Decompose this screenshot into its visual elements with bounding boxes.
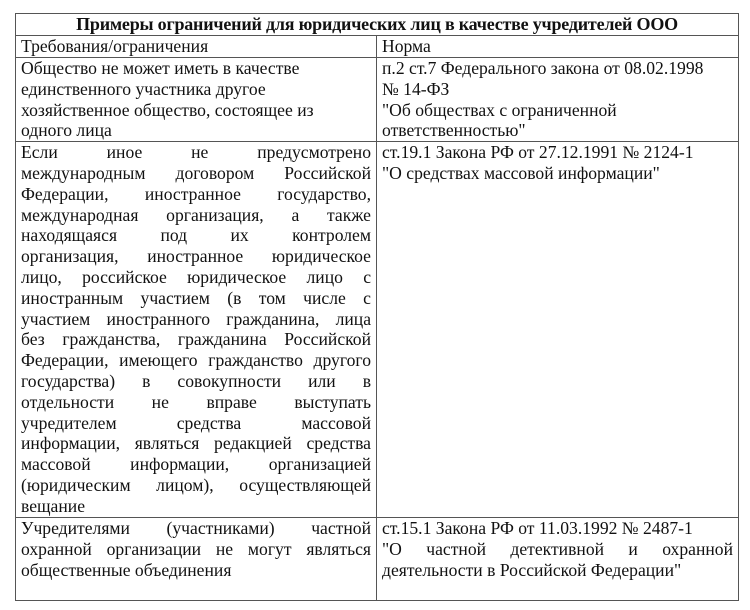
text-line: деятельности в Российской Федерации" — [382, 559, 682, 580]
text-line: международная организация, а также — [21, 204, 371, 225]
text-line: № 14-ФЗ — [382, 78, 450, 99]
text-line: информации, являться редакцией средства — [21, 433, 371, 454]
requirement-cell — [16, 58, 377, 142]
text-line: охранной организации не могут являться — [21, 538, 371, 559]
text-line: лицо, российское юридическое лицо с — [21, 266, 371, 287]
text-line: международным договором Российской — [21, 162, 371, 183]
text-line: "О частной детективной и охранной — [382, 538, 734, 559]
text-line: участием иностранного гражданина, лица — [21, 308, 371, 329]
text-line: государства) в совокупности или в — [21, 370, 371, 391]
text-line: ст.19.1 Закона РФ от 27.12.1991 № 2124-1 — [382, 142, 694, 163]
norm-cell — [377, 518, 739, 601]
text-line: массовой информации, организацией — [21, 454, 371, 475]
text-line: Если иное не предусмотрено — [21, 142, 371, 163]
text-line: единственного участника другое — [21, 78, 266, 99]
table-row — [16, 58, 739, 142]
text-line: одного лица — [21, 120, 112, 141]
text-line: "Об обществах с ограниченной — [382, 99, 617, 120]
table-row — [16, 142, 739, 518]
text-line: п.2 ст.7 Федерального закона от 08.02.1998 — [382, 58, 704, 78]
header-requirements: Требования/ограничения — [16, 36, 377, 58]
requirement-cell — [16, 518, 377, 601]
text-line: без гражданства, гражданина Российской — [21, 329, 371, 350]
text-line: находящаяся под их контролем — [21, 225, 371, 246]
title-row — [16, 14, 739, 36]
table-row — [16, 518, 739, 601]
text-line: Федерации, имеющего гражданство другого — [21, 350, 371, 371]
text-line: учредителем средства массовой — [21, 412, 371, 433]
text-line: Учредителями (участниками) частной — [21, 518, 371, 539]
text-line: иностранным участием (в том числе с — [21, 287, 371, 308]
text-line: ответственностью" — [382, 120, 526, 141]
restrictions-table — [15, 13, 739, 601]
text-line: ст.15.1 Закона РФ от 11.03.1992 № 2487-1 — [382, 518, 693, 539]
text-line: вещание — [21, 495, 86, 516]
text-line: отдельности не вправе выступать — [21, 391, 371, 412]
norm-cell — [377, 58, 739, 142]
text-line: (юридическим лицом), осуществляющей — [21, 474, 371, 495]
text-line: хозяйственное общество, состоящее из — [21, 99, 314, 120]
norm-cell — [377, 142, 739, 518]
table-title: Примеры ограничений для юридических лиц в качестве учредителей ООО — [16, 14, 739, 36]
text-line: общественные объединения — [21, 559, 232, 580]
header-row — [16, 36, 739, 58]
text-line: Федерации, иностранное государство, — [21, 183, 371, 204]
text-line: Общество не может иметь в качестве — [21, 58, 300, 78]
header-norm: Норма — [377, 36, 739, 58]
requirement-cell — [16, 142, 377, 518]
text-line: организация, иностранное юридическое — [21, 246, 371, 267]
text-line: "О средствах массовой информации" — [382, 162, 660, 183]
